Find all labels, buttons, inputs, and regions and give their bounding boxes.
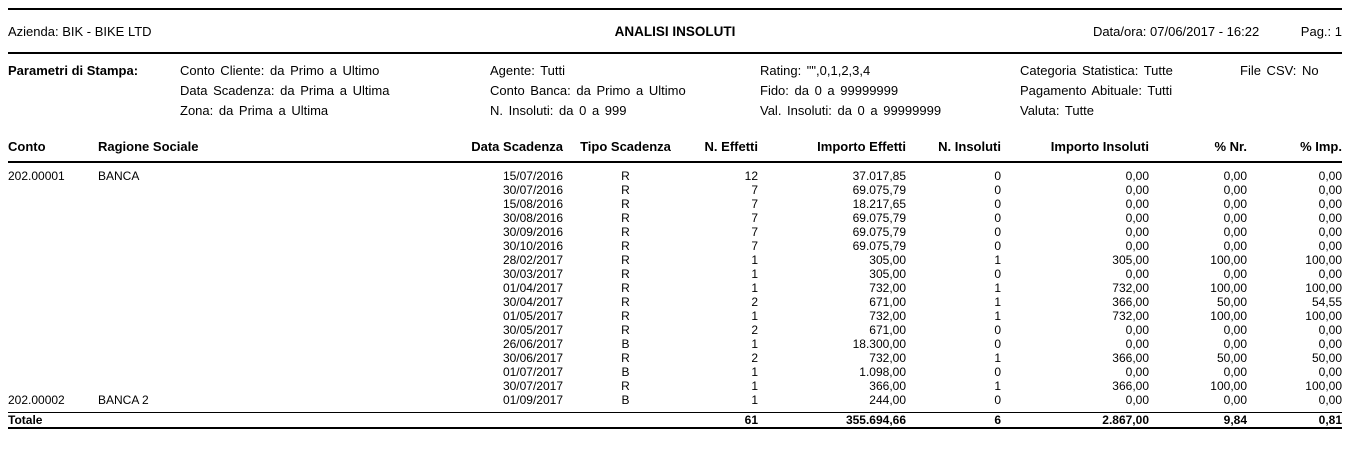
print-parameters [8, 54, 1342, 129]
table-cell: R [621, 323, 630, 337]
print-parameters-label: Parametri di Stampa: [8, 63, 139, 78]
total-label: Totale [8, 413, 98, 429]
table-header-row [8, 129, 1342, 162]
table-cell [98, 183, 438, 197]
param-file-csv: File CSV: No [1240, 63, 1319, 78]
table-row [8, 267, 1342, 281]
table-cell [8, 197, 98, 211]
table-cell: 1 [994, 253, 1001, 267]
table-cell: 69.075,79 [852, 239, 906, 253]
table-cell: 1 [994, 309, 1001, 323]
table-cell: 0 [994, 393, 1001, 407]
table-row [8, 183, 1342, 197]
table-cell [98, 225, 438, 239]
table-cell: 732,00 [1112, 309, 1149, 323]
table-cell: 01/04/2017 [502, 281, 563, 295]
table-cell [8, 379, 98, 393]
table-row [8, 337, 1342, 351]
table-cell: 30/10/2016 [502, 239, 563, 253]
table-cell [8, 253, 98, 267]
table-row [8, 211, 1342, 225]
table-cell: 0,00 [1223, 267, 1247, 281]
table-cell: 366,00 [1112, 379, 1149, 393]
param-fido: Fido: da 0 a 99999999 [760, 83, 899, 98]
table-cell: 30/09/2016 [502, 225, 563, 239]
table-cell: 30/05/2017 [502, 323, 563, 337]
table-cell: 12 [744, 169, 758, 183]
table-cell: 0,00 [1223, 323, 1247, 337]
table-cell: 366,00 [1112, 351, 1149, 365]
table-cell: 0,00 [1125, 365, 1149, 379]
table-cell [98, 337, 438, 351]
table-cell: 0,00 [1318, 239, 1342, 253]
table-cell: R [621, 211, 630, 225]
table-cell: 30/08/2016 [502, 211, 563, 225]
table-cell: 0 [994, 197, 1001, 211]
table-cell: 7 [751, 183, 758, 197]
table-cell: 732,00 [869, 309, 906, 323]
table-cell [98, 197, 438, 211]
table-cell: 69.075,79 [852, 183, 906, 197]
table-cell: 01/09/2017 [502, 393, 563, 407]
table-cell: 100,00 [1210, 253, 1247, 267]
column-header-conto: Conto [8, 129, 98, 162]
table-row [8, 239, 1342, 253]
table-cell: 305,00 [1112, 253, 1149, 267]
param-rating: Rating: "",0,1,2,3,4 [760, 63, 871, 78]
table-cell: 0,00 [1318, 197, 1342, 211]
table-cell: 1 [994, 295, 1001, 309]
table-cell: 0,00 [1318, 337, 1342, 351]
table-row [8, 225, 1342, 239]
table-cell: 50,00 [1311, 351, 1342, 365]
table-cell: 1 [751, 337, 758, 351]
table-cell: 0,00 [1125, 197, 1149, 211]
table-cell: 0 [994, 323, 1001, 337]
table-cell: 1 [751, 253, 758, 267]
table-cell: 732,00 [869, 281, 906, 295]
table-cell: R [621, 379, 630, 393]
column-header-pct-nr: % Nr. [1149, 129, 1247, 162]
table-cell: R [621, 253, 630, 267]
table-row [8, 393, 1342, 413]
company-label: Azienda: BIK - BIKE LTD [8, 23, 152, 39]
table-cell: 28/02/2017 [502, 253, 563, 267]
table-cell: 0,00 [1125, 169, 1149, 183]
table-cell: 0,00 [1318, 393, 1342, 407]
total-empty-cell [98, 413, 438, 429]
total-importo-insoluti: 2.867,00 [1001, 413, 1149, 429]
table-cell: 100,00 [1210, 309, 1247, 323]
table-cell: R [621, 183, 630, 197]
table-cell: 1 [994, 379, 1001, 393]
print-params-column-3 [760, 61, 1020, 121]
table-cell: 0 [994, 365, 1001, 379]
param-data-scadenza: Data Scadenza: da Prima a Ultima [180, 83, 390, 98]
param-conto-banca: Conto Banca: da Primo a Ultimo [490, 83, 686, 98]
table-cell: 0 [994, 267, 1001, 281]
table-cell: 0,00 [1318, 323, 1342, 337]
table-cell: 0,00 [1125, 267, 1149, 281]
column-header-tipo-scadenza: Tipo Scadenza [563, 129, 688, 162]
table-cell [8, 337, 98, 351]
table-cell [8, 183, 98, 197]
table-cell: BANCA 2 [98, 393, 149, 407]
table-cell: 0,00 [1318, 183, 1342, 197]
table-cell [8, 295, 98, 309]
table-cell: R [621, 197, 630, 211]
table-row [8, 309, 1342, 323]
table-cell [98, 239, 438, 253]
table-cell: R [621, 309, 630, 323]
print-params-column-2 [490, 61, 760, 121]
table-cell: 100,00 [1305, 281, 1342, 295]
table-cell: 30/03/2017 [502, 267, 563, 281]
column-header-importo-effetti: Importo Effetti [758, 129, 906, 162]
table-cell [98, 295, 438, 309]
table-cell: 0,00 [1125, 211, 1149, 225]
table-cell: 732,00 [1112, 281, 1149, 295]
table-cell: 0,00 [1223, 169, 1247, 183]
page-number-label: Pag.: 1 [1300, 23, 1342, 39]
table-cell [98, 323, 438, 337]
param-agente: Agente: Tutti [490, 63, 565, 78]
table-cell: 0,00 [1125, 393, 1149, 407]
table-cell: 15/07/2016 [502, 169, 563, 183]
table-cell: 1 [751, 267, 758, 281]
param-valuta: Valuta: Tutte [1020, 103, 1095, 118]
table-cell [98, 365, 438, 379]
table-cell: 0,00 [1125, 183, 1149, 197]
table-cell: 366,00 [1112, 295, 1149, 309]
table-cell: R [621, 295, 630, 309]
total-empty-cell [438, 413, 563, 429]
table-cell: 202.00001 [8, 169, 65, 183]
table-cell: 305,00 [869, 267, 906, 281]
table-cell: 0 [994, 239, 1001, 253]
table-cell: 69.075,79 [852, 211, 906, 225]
total-row [8, 413, 1342, 429]
table-cell: 7 [751, 225, 758, 239]
table-cell [98, 309, 438, 323]
table-cell: R [621, 225, 630, 239]
total-pct-imp: 0,81 [1247, 413, 1342, 429]
table-cell: 0 [994, 183, 1001, 197]
table-cell: 0,00 [1125, 239, 1149, 253]
param-pagamento-abituale: Pagamento Abituale: Tutti [1020, 83, 1173, 98]
table-cell [8, 365, 98, 379]
table-cell: 366,00 [869, 379, 906, 393]
table-cell: R [621, 281, 630, 295]
datetime-label: Data/ora: 07/06/2017 - 16:22 [1092, 23, 1260, 39]
print-params-column-5 [1240, 61, 1342, 81]
table-cell: BANCA [98, 169, 140, 183]
param-n-insoluti: N. Insoluti: da 0 a 999 [490, 103, 627, 118]
table-cell: 202.00002 [8, 393, 65, 407]
table-cell: 1.098,00 [859, 365, 906, 379]
total-n-effetti: 61 [688, 413, 758, 429]
table-cell: 0,00 [1223, 211, 1247, 225]
table-cell: 0 [994, 169, 1001, 183]
table-cell: 100,00 [1305, 253, 1342, 267]
table-cell: B [621, 393, 630, 407]
column-header-n-effetti: N. Effetti [688, 129, 758, 162]
param-val-insoluti: Val. Insoluti: da 0 a 99999999 [760, 103, 942, 118]
table-cell: 0,00 [1223, 239, 1247, 253]
table-cell [8, 225, 98, 239]
table-cell [98, 267, 438, 281]
table-cell: 7 [751, 197, 758, 211]
print-params-column-4 [1020, 61, 1240, 121]
table-cell: 69.075,79 [852, 225, 906, 239]
table-cell: 100,00 [1210, 379, 1247, 393]
table-row [8, 295, 1342, 309]
table-cell: 732,00 [869, 351, 906, 365]
param-categoria-statistica: Categoria Statistica: Tutte [1020, 63, 1173, 78]
param-conto-cliente: Conto Cliente: da Primo a Ultimo [180, 63, 380, 78]
table-cell [8, 267, 98, 281]
total-pct-nr: 9,84 [1149, 413, 1247, 429]
table-cell: 0 [994, 225, 1001, 239]
table-cell [8, 281, 98, 295]
table-cell: 1 [994, 351, 1001, 365]
total-importo-effetti: 355.694,66 [758, 413, 906, 429]
table-cell: 0,00 [1223, 197, 1247, 211]
table-row [8, 281, 1342, 295]
table-cell: R [621, 351, 630, 365]
report-header [8, 10, 1342, 52]
table-cell: 2 [751, 351, 758, 365]
table-cell: 671,00 [869, 295, 906, 309]
table-cell: 15/08/2016 [502, 197, 563, 211]
column-header-importo-insoluti: Importo Insoluti [1001, 129, 1149, 162]
table-cell: 0,00 [1125, 225, 1149, 239]
table-cell: B [621, 365, 630, 379]
table-cell: 0,00 [1318, 267, 1342, 281]
table-cell: 1 [751, 281, 758, 295]
table-cell: 0,00 [1223, 225, 1247, 239]
header-right [735, 24, 1342, 39]
table-cell: 0,00 [1223, 393, 1247, 407]
table-cell: 1 [751, 379, 758, 393]
table-row [8, 351, 1342, 365]
table-body [8, 162, 1342, 413]
table-cell: 7 [751, 239, 758, 253]
table-cell: 1 [751, 365, 758, 379]
table-cell: 100,00 [1210, 281, 1247, 295]
table-row [8, 197, 1342, 211]
table-cell: 30/06/2017 [502, 351, 563, 365]
table-cell: 100,00 [1305, 309, 1342, 323]
table-cell: 30/04/2017 [502, 295, 563, 309]
table-cell: 18.300,00 [852, 337, 906, 351]
table-cell: B [621, 337, 630, 351]
table-cell: 2 [751, 323, 758, 337]
table-cell: 1 [751, 309, 758, 323]
table-cell: 305,00 [869, 253, 906, 267]
table-cell: 0,00 [1223, 183, 1247, 197]
table-cell [98, 351, 438, 365]
table-cell: 50,00 [1216, 295, 1247, 309]
table-row [8, 365, 1342, 379]
table-cell: 26/06/2017 [502, 337, 563, 351]
insoluti-table [8, 129, 1342, 429]
table-cell: 0,00 [1318, 169, 1342, 183]
column-header-n-insoluti: N. Insoluti [906, 129, 1001, 162]
table-cell: 0,00 [1125, 337, 1149, 351]
table-cell: 100,00 [1305, 379, 1342, 393]
column-header-pct-imp: % Imp. [1247, 129, 1342, 162]
table-cell: 37.017,85 [852, 169, 906, 183]
table-row [8, 253, 1342, 267]
column-header-data-scadenza: Data Scadenza [438, 129, 563, 162]
table-cell: 244,00 [869, 393, 906, 407]
table-cell: 0 [994, 337, 1001, 351]
param-zona: Zona: da Prima a Ultima [180, 103, 329, 118]
table-cell [8, 351, 98, 365]
table-row [8, 162, 1342, 183]
table-cell: R [621, 239, 630, 253]
report-title: ANALISI INSOLUTI [614, 23, 736, 39]
table-cell: 0,00 [1125, 323, 1149, 337]
table-cell: 671,00 [869, 323, 906, 337]
table-cell: R [621, 267, 630, 281]
table-cell: 0 [994, 211, 1001, 225]
table-cell [98, 253, 438, 267]
table-cell: 0,00 [1318, 211, 1342, 225]
table-cell [98, 211, 438, 225]
table-cell: 30/07/2016 [502, 183, 563, 197]
print-params-column-1 [180, 61, 490, 121]
table-cell: 18.217,65 [852, 197, 906, 211]
table-cell: 0,00 [1223, 365, 1247, 379]
table-cell [98, 281, 438, 295]
table-cell: 01/05/2017 [502, 309, 563, 323]
table-cell: 30/07/2017 [502, 379, 563, 393]
table-row [8, 379, 1342, 393]
table-row [8, 323, 1342, 337]
table-cell [8, 239, 98, 253]
table-cell: 0,00 [1318, 365, 1342, 379]
table-cell [8, 211, 98, 225]
table-cell: 0,00 [1318, 225, 1342, 239]
table-cell: 7 [751, 211, 758, 225]
report-page [0, 8, 1350, 429]
total-empty-cell [563, 413, 688, 429]
table-cell [98, 379, 438, 393]
table-cell: 01/07/2017 [502, 365, 563, 379]
column-header-ragione-sociale: Ragione Sociale [98, 129, 438, 162]
table-cell: R [621, 169, 630, 183]
table-cell: 54,55 [1311, 295, 1342, 309]
table-cell: 1 [994, 281, 1001, 295]
total-n-insoluti: 6 [906, 413, 1001, 429]
table-cell: 1 [751, 393, 758, 407]
table-cell: 0,00 [1223, 337, 1247, 351]
table-cell: 2 [751, 295, 758, 309]
table-cell [8, 323, 98, 337]
table-cell [8, 309, 98, 323]
table-cell: 50,00 [1216, 351, 1247, 365]
